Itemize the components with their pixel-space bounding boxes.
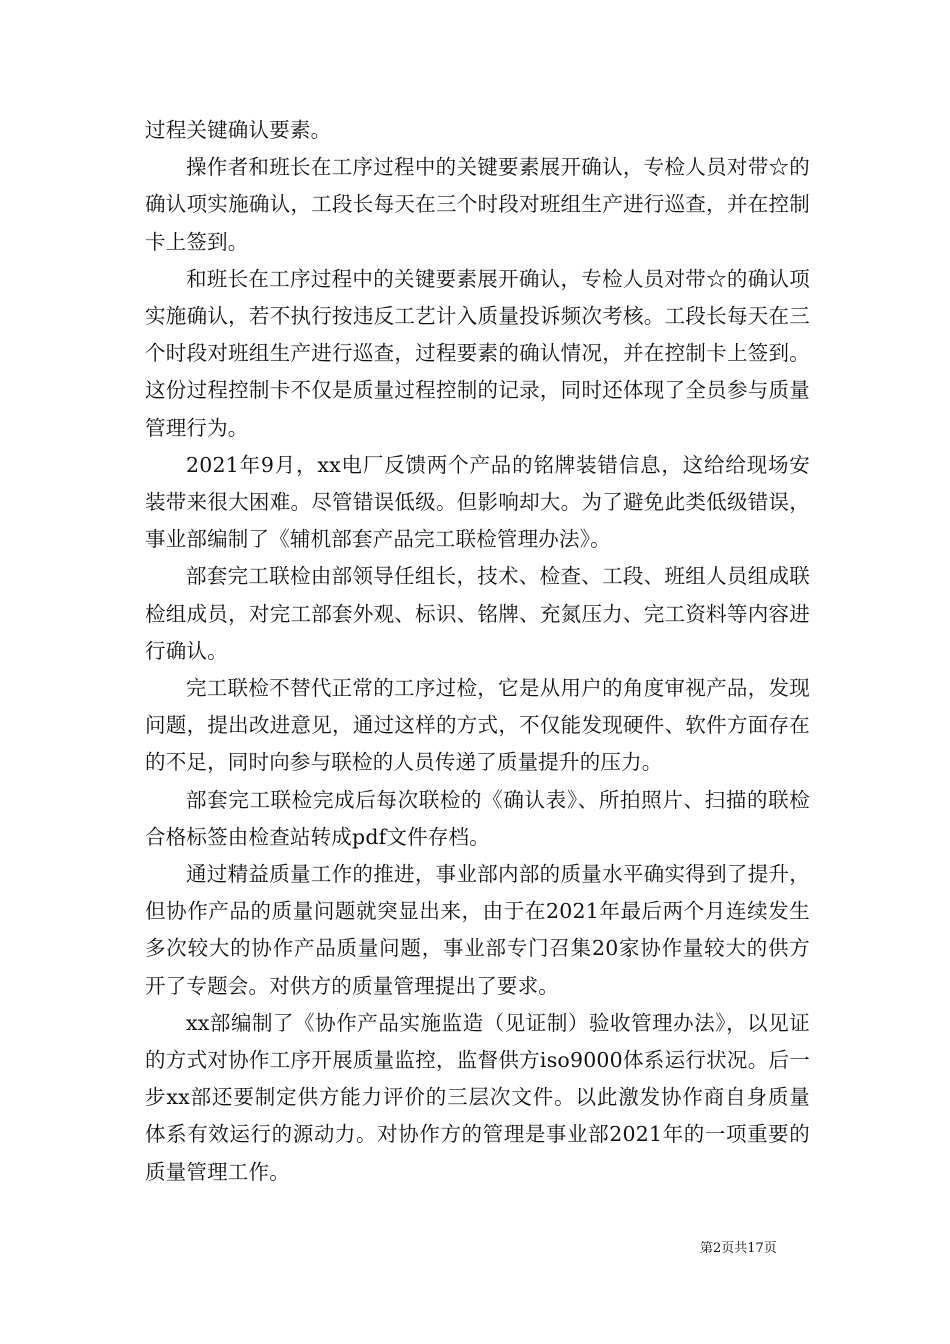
document-body — [145, 112, 810, 1191]
paragraph: 部套完工联检由部领导任组长，技术、检查、工段、班组人员组成联检组成员，对完工部套外观、标识、铭牌、充氮压力、完工资料等内容进行确认。 — [145, 564, 810, 663]
paragraph: 和班长在工序过程中的关键要素展开确认，专检人员对带☆的确认项实施确认，若不执行按违反工艺计入质量投诉频次考核。工段长每天在三个时段对班组生产进行巡查，过程要素的确认情况，并在控制卡上签到。这份过程控制卡不仅是质量过程控制的记录，同时还体现了全员参与质量管理行为。 — [145, 266, 810, 440]
paragraph: 完工联检不替代正常的工序过检，它是从用户的角度审视产品，发现问题，提出改进意见，通过这样的方式，不仅能发现硬件、软件方面存在的不足，同时向参与联检的人员传递了质量提升的压力。 — [145, 676, 810, 775]
paragraph: 部套完工联检完成后每次联检的《确认表》、所拍照片、扫描的联检合格标签由检查站转成pdf文件存档。 — [145, 787, 810, 849]
paragraph: 通过精益质量工作的推进，事业部内部的质量水平确实得到了提升，但协作产品的质量问题就突显出来，由于在2021年最后两个月连续发生多次较大的协作产品质量问题，事业部专门召集20家协作量较大的供方开了专题会。对供方的质量管理提出了要求。 — [145, 862, 810, 998]
paragraph: 操作者和班长在工序过程中的关键要素展开确认，专检人员对带☆的确认项实施确认，工段长每天在三个时段对班组生产进行巡查，并在控制卡上签到。 — [145, 155, 810, 254]
page-number-footer: 第2页共17页 — [700, 1241, 777, 1256]
paragraph-continuation: 过程关键确认要素。 — [145, 118, 332, 142]
paragraph: xx部编制了《协作产品实施监造（见证制）验收管理办法》，以见证的方式对协作工序开展质量监控，监督供方iso9000体系运行状况。后一步xx部还要制定供方能力评价的三层次文件。以此激发协作商自身质量体系有效运行的源动力。对协作方的管理是事业部2021年的一项重要的质量管理工作。 — [145, 1010, 810, 1184]
paragraph: 2021年9月，xx电厂反馈两个产品的铭牌装错信息，这给给现场安装带来很大困难。尽管错误低级。但影响却大。为了避免此类低级错误，事业部编制了《辅机部套产品完工联检管理办法》。 — [145, 452, 810, 552]
